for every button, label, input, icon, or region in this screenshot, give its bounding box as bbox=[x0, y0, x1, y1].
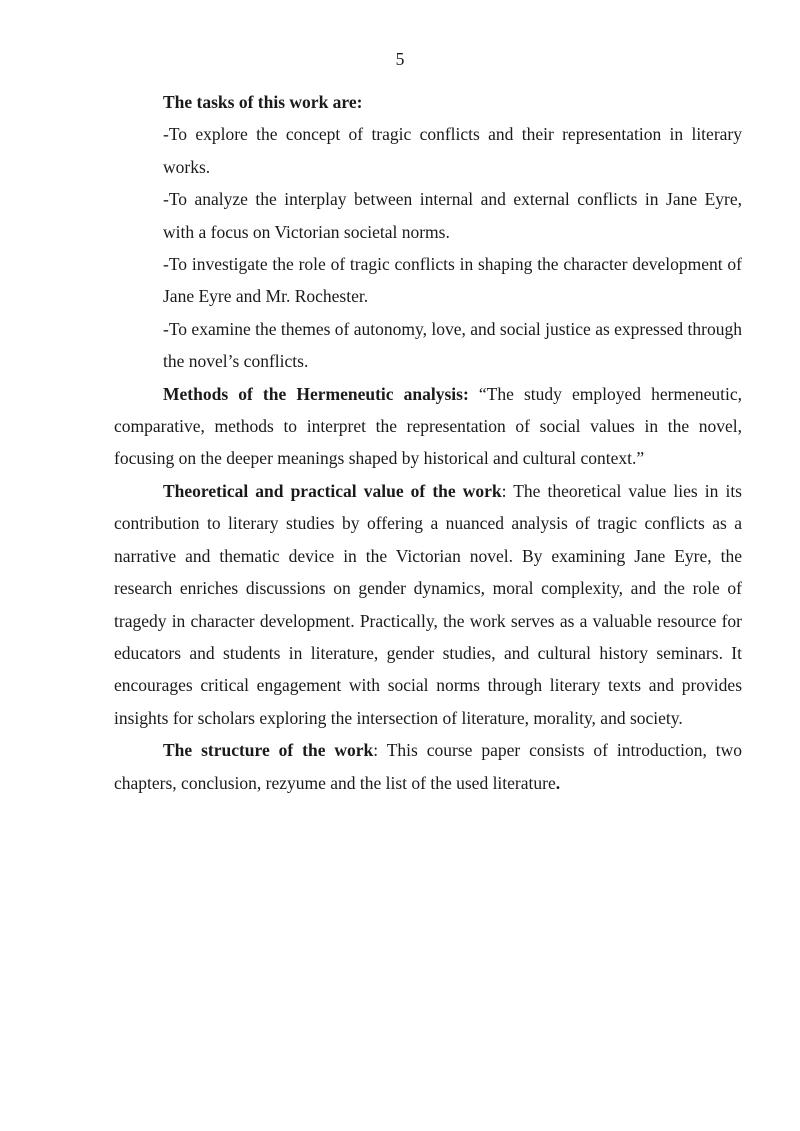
page-body bbox=[114, 86, 742, 799]
structure-paragraph bbox=[114, 734, 742, 799]
structure-label: The structure of the work bbox=[163, 740, 374, 761]
task-item: -To analyze the interplay between internal and external conflicts in Jane Eyre, with a focus on Victorian societal norms. bbox=[163, 189, 742, 242]
page-number: 5 bbox=[395, 49, 405, 69]
methods-text: “The study employed hermeneutic, comparative, methods to interpret the representation of social values in the novel, focusing on the deeper meanings shaped by historical and cultural context.” bbox=[114, 383, 742, 469]
methods-paragraph bbox=[114, 378, 742, 475]
methods-label: Methods of the Hermeneutic analysis: bbox=[163, 383, 469, 404]
value-paragraph bbox=[114, 475, 742, 734]
task-item: -To explore the concept of tragic conflicts and their representation in literary works. bbox=[163, 124, 742, 177]
task-item: -To examine the themes of autonomy, love, and social justice as expressed through the novel’s conflicts. bbox=[163, 318, 742, 372]
value-label: Theoretical and practical value of the work bbox=[163, 480, 502, 501]
structure-end-mark: . bbox=[555, 772, 561, 793]
structure-text: : This course paper consists of introduction, two chapters, conclusion, rezyume and the list of the used literature bbox=[114, 740, 742, 793]
value-text: : The theoretical value lies in its contribution to literary studies by offering a nuanced analysis of tragic conflicts as a narrative and thematic device in the Victorian novel. By examining Jane Eyre, the research enriches discussions on gender dynamics, moral complexity, and the role of tragedy in character development. Practically, the work serves as a valuable resource for educators and students in literature, gender studies, and cultural history seminars. It encourages critical engagement with social norms through literary texts and provides insights for scholars exploring the intersection of literature, morality, and society. bbox=[114, 480, 742, 728]
tasks-heading: The tasks of this work are: bbox=[163, 92, 363, 112]
task-item: -To investigate the role of tragic conflicts in shaping the character development of Jane Eyre and Mr. Rochester. bbox=[163, 254, 742, 307]
